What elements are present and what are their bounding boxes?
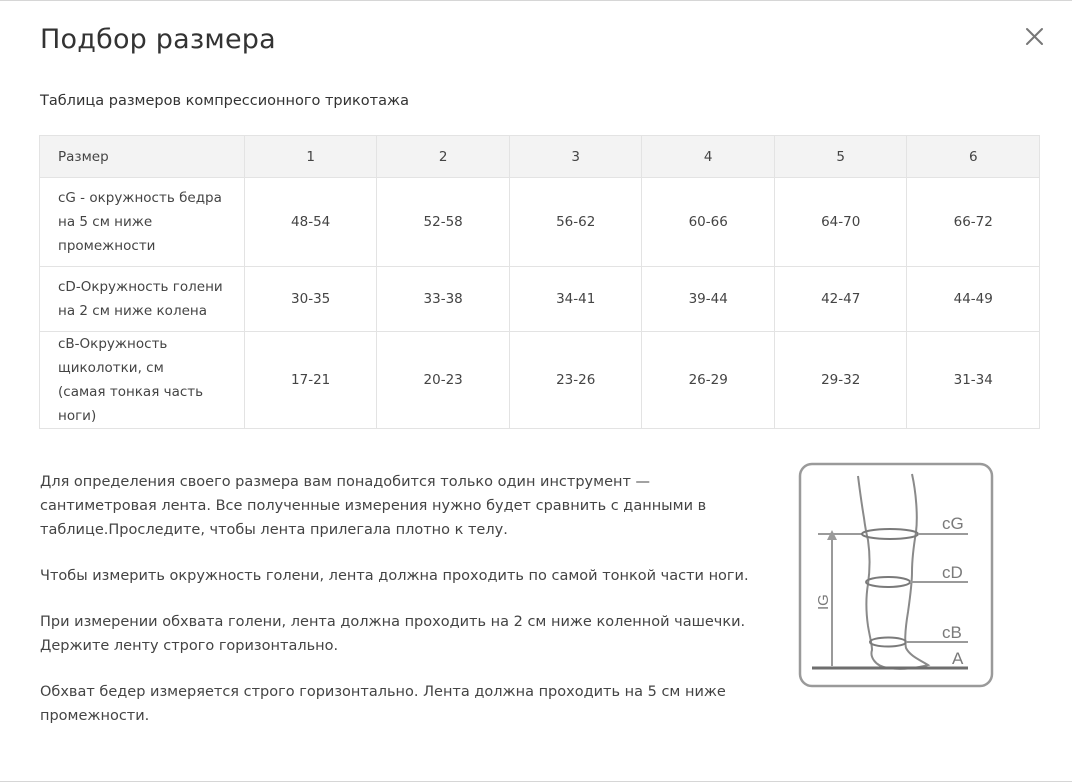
table-cell: 26-29 <box>642 332 775 429</box>
table-cell: 66-72 <box>907 178 1040 267</box>
table-cell: 34-41 <box>509 267 642 332</box>
header-size: 4 <box>642 136 775 178</box>
close-button[interactable] <box>1020 23 1048 51</box>
instruction-paragraph: При измерении обхвата голени, лента должна проходить на 2 см ниже коленной чашечки. Держите ленту строго горизонтально. <box>40 614 746 654</box>
table-row <box>40 332 1040 429</box>
leg-diagram-illustration <box>798 462 994 688</box>
table-cell: 20-23 <box>377 332 510 429</box>
row-label: cD-Окружность голени на 2 см ниже колена <box>40 267 245 332</box>
header-size: 2 <box>377 136 510 178</box>
label-IG: IG <box>815 594 832 610</box>
instruction-paragraph: Чтобы измерить окружность голени, лента должна проходить по самой тонкой части ноги. <box>40 568 749 584</box>
header-size: 3 <box>509 136 642 178</box>
header-size: 1 <box>244 136 377 178</box>
table-cell: 42-47 <box>774 267 907 332</box>
table-cell: 52-58 <box>377 178 510 267</box>
instruction-paragraph: Обхват бедер измеряется строго горизонтально. Лента должна проходить на 5 см ниже промежности. <box>40 684 726 724</box>
label-cG: cG <box>942 514 964 533</box>
table-cell: 44-49 <box>907 267 1040 332</box>
table-cell: 64-70 <box>774 178 907 267</box>
table-cell: 23-26 <box>509 332 642 429</box>
header-label: Размер <box>40 136 245 178</box>
table-row <box>40 267 1040 332</box>
label-cB: cB <box>942 623 962 642</box>
label-A: A <box>952 649 964 668</box>
size-table <box>39 135 1040 429</box>
header-size: 5 <box>774 136 907 178</box>
table-cell: 33-38 <box>377 267 510 332</box>
table-cell: 30-35 <box>244 267 377 332</box>
header-size: 6 <box>907 136 1040 178</box>
modal-title: Подбор размера <box>40 24 276 55</box>
table-cell: 29-32 <box>774 332 907 429</box>
table-header-row <box>40 136 1040 178</box>
table-cell: 48-54 <box>244 178 377 267</box>
instruction-paragraph: Для определения своего размера вам понадобится только один инструмент — сантиметровая лента. Все полученные измерения нужно будет сравнить с данными в таблице.Проследите, чтобы лента прилегала плотно к телу. <box>40 474 707 538</box>
table-row <box>40 178 1040 267</box>
table-cell: 39-44 <box>642 267 775 332</box>
close-icon <box>1020 23 1048 51</box>
table-cell: 56-62 <box>509 178 642 267</box>
table-cell: 60-66 <box>642 178 775 267</box>
label-cD: cD <box>942 563 963 582</box>
table-caption: Таблица размеров компрессионного трикотажа <box>40 93 409 109</box>
row-label: cG - окружность бедра на 5 см ниже промежности <box>40 178 245 267</box>
table-cell: 17-21 <box>244 332 377 429</box>
leg-measurement-diagram <box>798 462 994 688</box>
row-label: cB-Окружность щиколотки, см (самая тонкая часть ноги) <box>40 332 245 429</box>
table-cell: 31-34 <box>907 332 1040 429</box>
measurement-instructions <box>40 470 760 750</box>
